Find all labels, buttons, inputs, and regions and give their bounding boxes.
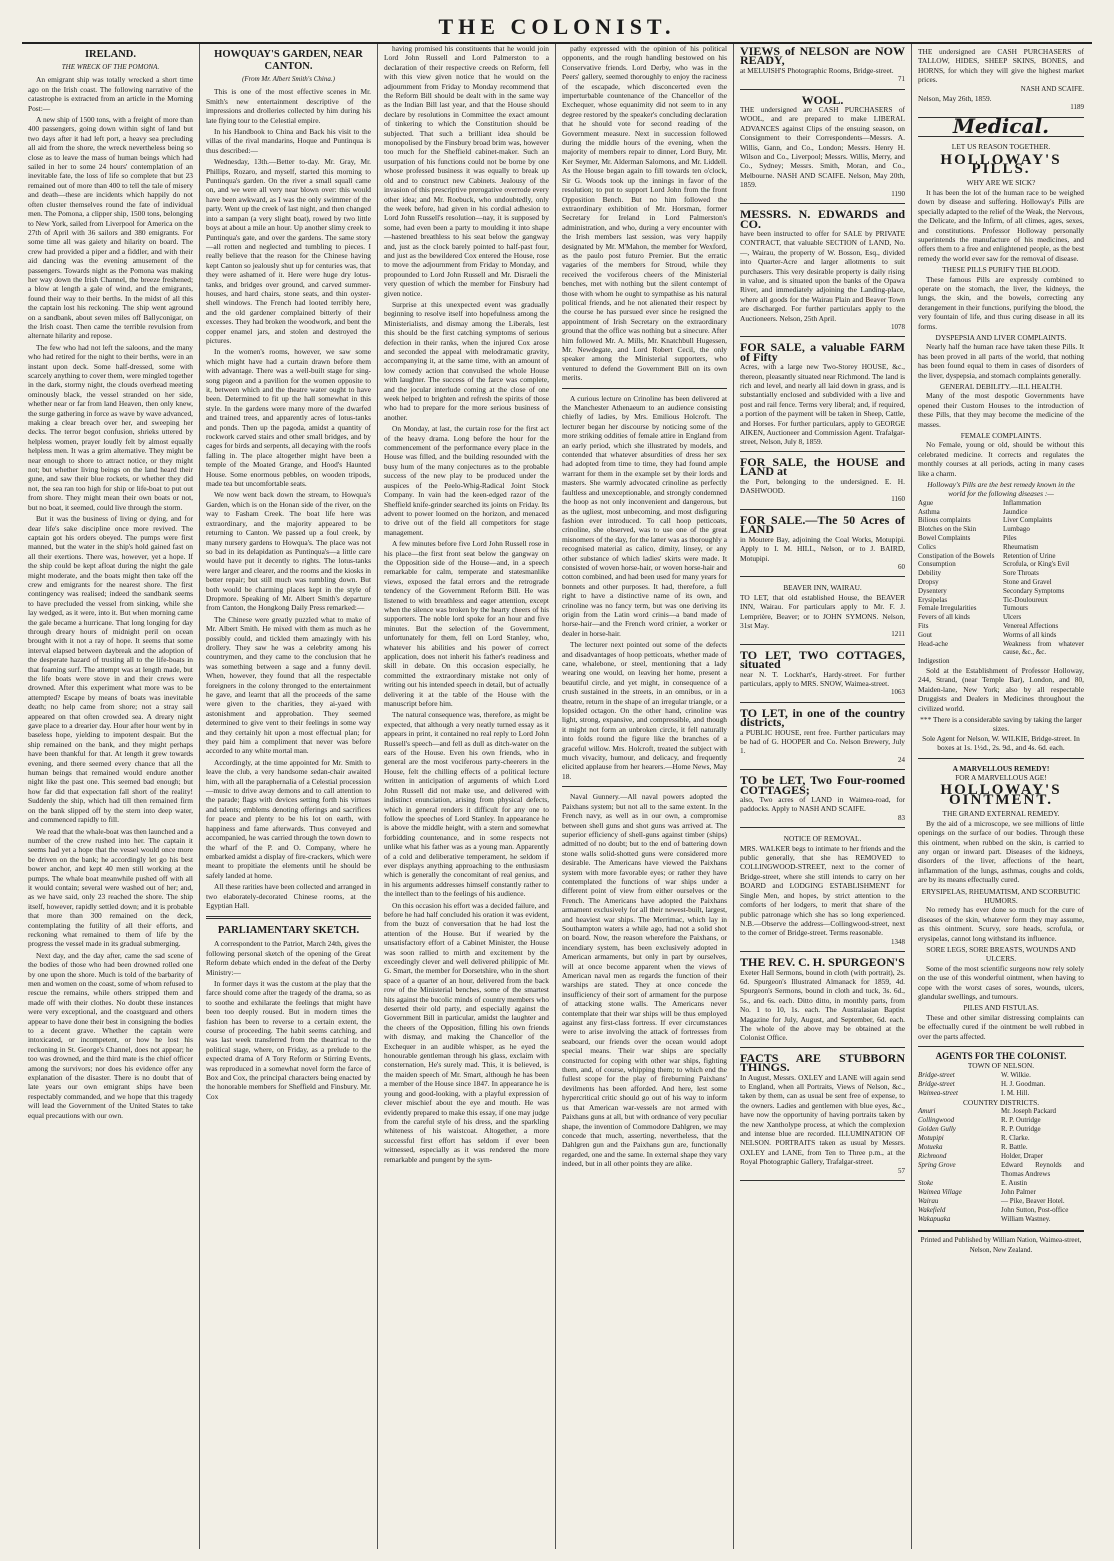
- ad-reference: 1063: [891, 688, 905, 697]
- country-agents-list: [918, 1107, 1084, 1224]
- disease-item: Piles: [1003, 534, 1017, 543]
- agents-title: AGENTS FOR THE COLONIST.: [935, 1051, 1067, 1062]
- column-6-medical: [912, 44, 1090, 1549]
- article-paragraph: pathy expressed with the opinion of his political opponents, and the rough handling bestowed on his Conservative friends. Lord Derby, who was in the Peers' gallery, seemed thoroughly to enjoy the raciness of the escapade, which disconcerted even the imperturbable countenance of the Chancellor of the Exchequer, whose equanimity did not seem to in any degree restored by the speaker's concluding declaration that he should vote for second reading of the Government measure. Next in succession followed during the middle hours of the evening, when the majority of members repair to dinner, Lord Bury, Mr. Ker Seymer, Mr. Alderman Salomons, and Mr. Liddell. As the House began again to fill towards ten o'clock, Sir G. Woods took up the innings in favor of the resolution; to put to support Lord John from the front Opposition Bench. But no him followed the extraordinary exhibition of Mr. Horsman, former Secretary for Ireland in Lord Palmerston's administration, and who, during a very encounter with the Irish members last session, was very happily designated by Mr. M'Mahon, the member for Wexford, as the paulo post futuro Premier. But the erratic vagaries of the members for Stroud, while they received the vociferous cheers of the Ministerial benches, met with nothing but the silent contempt of those with whom he ought to sympathise as his natural political friends, and he not alienated their respect by the course he has pursued ever since he resigned the appointment of Irish Secretary on the extraordinary ground that the office was nothing but a sinecure. After him followed Mr. A. Mills, Mr. Knatchbull Hugessen, Mr. Newdegate, and Lord Robert Cecil, the only speaker among the Ministerial supporters, who ventured to defend the Government Bill on its own merits.: [562, 44, 727, 383]
- ad-body: at MELUISH'S Photographic Rooms, Bridge-street.: [740, 65, 894, 75]
- why-sick-heading: WHY ARE WE SICK?: [966, 178, 1036, 188]
- agent-entry: W. Wilkie.: [1001, 1070, 1031, 1079]
- disease-item: Rheumatism: [1003, 542, 1039, 551]
- erysipelas-heading: ERYSIPELAS, RHEUMATISM, AND SCORBUTIC HUMORS.: [921, 886, 1081, 905]
- medical-section-heading: Medical.: [952, 113, 1050, 138]
- ad-headline: FOR SALE.—The 50 Acres of LAND: [740, 512, 905, 537]
- column-4: [556, 44, 734, 1549]
- ad-reference: 83: [898, 813, 905, 822]
- advertisement: [918, 44, 1084, 118]
- ad-headline: NOTICE OF REMOVAL.: [783, 834, 862, 844]
- ad-body: the Port, belonging to the undersigned. E. H. DASHWOOD.: [740, 476, 905, 496]
- marvel-heading: A MARVELLOUS REMEDY!: [952, 763, 1050, 773]
- agent-entry: Spring Grove: [918, 1161, 956, 1170]
- ad-date: Nelson, May 26th, 1859.: [918, 94, 992, 104]
- agent-entry: R. Battle.: [1001, 1143, 1028, 1152]
- disease-item: Indigestion: [918, 657, 950, 666]
- article-paragraph: A few minutes before five Lord John Russell rose in his place—the first front seat below the gangway on the Opposition side of the House—and, in a speech remarkable for calm, temperate and statesmanlike views, exposed the fatal errors and the retrograde tendency of the Government Reform Bill. He was listened to with breathless and eager attention, except when the silence was broken by the hearty cheers of his supporters. The noble lord spoke for an hour and five minutes. But the selection of the Government, unfortunately for them, fell on Lord Stanley, who, whatever his abilities and his power of correct application, does not inherit his father's readiness and skill in debate. On this occasion especially, he committed the extraordinary mistake not only of writing out his intended speech in detail, but of actually delivering it at the table of the House with the manuscript before him.: [384, 539, 549, 709]
- country-label: COUNTRY DISTRICTS.: [962, 1097, 1040, 1107]
- article-paragraph: The few who had not left the saloons, and the many who had retired for the night to their berths, were in an instant upon deck. Some half-dressed, some with scarcely anything to cover them, were mingled together in the dark, stormy night, the clouds overhead meeting ominously black, the vessel stranded on her side, whether near or far from land Heaven, then only knew, the surge gathering in force as wave by wave advanced, making a clear breach over her, and sweeping her decks. The terror begot confusion, shrieks uttered by helpless women, prayer loudly felt by almost equally helpless men. It was a grim alternative. They might be near enough to shore to attract notice, or they might not; but whether living beings on the land heard their gune, and saw their blue rockets, or whether they did not, the sea ran too high for ship or life-boat to put out from shore. They might mean their own boats or not, but no boat, it seemed, could live through the storm.: [28, 342, 193, 512]
- article-paragraph: In his Handbook to China and Back his visit to the villas of the rival mandarins, Hoque and Puntinqua is thus described:—: [206, 127, 371, 155]
- ad-reference: 1078: [891, 322, 905, 331]
- disease-item: Worms of all kinds: [1003, 630, 1057, 639]
- agent-entry: R. P. Outridge: [1001, 1125, 1041, 1134]
- disease-item: Ague: [918, 498, 934, 507]
- ad-headline: WOOL.: [801, 92, 844, 107]
- disease-item: Scrofula, or King's Evil: [1003, 560, 1070, 569]
- agent-entry: Wakefield: [918, 1206, 946, 1215]
- agent-entry: E. Austin: [1001, 1179, 1028, 1188]
- agent-entry: Edward Reynolds and Thomas Andrews: [1001, 1161, 1084, 1179]
- disease-item: Asthma: [918, 507, 940, 516]
- article-paragraph: But it was the business of living or dying, and for dear life's sake discipline once more revived. The captain got his orders obeyed. The pumps were first manned, but the water in the ship's hold gained fast on all their exertions. There was, however, yet a hope. If the ship could be kept afloat during the night the gale might moderate, and the boats might then take off the crew and emigrants for the nearest shore. The first contingency was realised; indeed the sandbank seems to have precluded the vessel from sinking, while she lay wedged, as it were, into it. But when morning came the gale became a hurricane. That long longing for day through dreary hours of midnight peril on ocean brought with it not a ray of hope. It seems that some interval elapsed between daybreak and the adoption of the desperate hazard of trusting all to the life-boats in that foaming surf. The attempt was at length made, but the life boats were stove in and their crews were drowned. After this experiment what more was to be attempted? Escape by means of boats was inevitable death; no help came from shore; not a stray sail appeared on that often crowded sea. A dreary night gave place to a drearier day. Hour after hour went by in baseless hope, yielding to impotent despair. But the ship remained on the bank, and they might perhaps have been thankful for that. At length it grew towards evening, and there seemed every chance that all the human beings that remained would endure another night like the past one. This seemed bad enough; but how far did that expectation fall short of the reality! Suddenly the ship, which had till then remained firm on the bank slipped off by the stern into deep water, and commenced rapidly to fill.: [28, 514, 193, 825]
- advertisement: [740, 1051, 905, 1181]
- article-paragraph: Some of the most scientific surgeons now rely solely on the use of this wonderful ointment, when having to cope with the worst cases of sores, wounds, ulcers, glandular swellings, and tumours.: [918, 963, 1084, 1002]
- article-paragraph: In the women's rooms, however, we saw some which might have had a curtain drawn before them with advantage. There was a well-built stage for sing-song pigeon and a pavilion for the women opposite to it, between which and the theatre water ought to have been. Determined to fit up the hall somewhat in this style. In the gardens were many more of the dwarfed and trained trees, and apparently acres of lotus-tanks and ponds. Then up the pagoda, amidst a quantity of rockwork carved stairs and other small bridges, and by cages for birds and serpents, all decaying with the roofs falling in. The place altogether might have been a temple of the Moated Grange, and Hood's Haunted House. Some enormous pebbles, on wooden tripods, made tea but uncomfortable seats.: [206, 347, 371, 489]
- column-2: [200, 44, 378, 1549]
- disease-item: Tic-Douloureux: [1003, 595, 1048, 604]
- disease-item: Stone and Gravel: [1003, 578, 1052, 587]
- section-divider: [918, 1046, 1084, 1047]
- disease-item: Sore Throats: [1003, 569, 1039, 578]
- article-paragraph: A curious lecture on Crinoline has been delivered at the Manchester Athenaeum to an audience consisting chiefly of ladies, by Mrs. Emilious Holcroft. The lecturer began her discourse by noticing some of the more striking oddities of female attire in England from an early period, which she illustrated by models, and contended that whatever absurdities of dress her sex had adopted from time to time, they had found ample warrant for them in the example set by their lords and masters. She warmly advocated crinoline as perfectly faultless and unexceptionable, and strongly condemned the hoop as not only inconvenient and dangerous, but as the ugliest, most unbecoming, and most disfiguring fashion ever introduced. To call hoop petticoats, crinoline, she observed, was to use one of the great misnomers of the day, for the latter was as thoroughly a recognised material as calico, dimity, linsey, or any other substance of which ladies' skirts were made. It consisted of woven horse-hair, or woven horse-hair and cotton combined, and had been used for many years for bonnets and other purposes. It had, therefore, a full right to have a distinctive name of its own, and crinoline was no fancy term, but was one deriving its origin from the Latin word crinis—a band made of horse-hair—and the French word crinier, a worker or dealer in horse-hair.: [562, 393, 727, 638]
- ad-headline: BEAVER INN, WAIRAU.: [783, 583, 862, 593]
- article-paragraph: The natural consequence was, therefore, as might be expected, that although a very neatly turned essay as it appears in print, it contained no real reply to Lord John Russell's speech—and fell as dull as ditch-water on the ears of the House. Even his own friends, who in general are the most vociferous party-cheerers in the House, felt the chilling effects of a political lecture written in anticipation of arguments of which Lord John Russell did not make use, and delivered with indistinct enunciation, arising from physical defects, which in general renders it difficult for any one to follow the speeches of Lord Stanley. In appearance he is above the middle height, with a stern and somewhat forbidding countenance, and in some respects not unlike what his father was as a young man. Apparently of a cold and deliberative temperament, he seldom if ever displays anything approaching to the enthusiasm which is generally the concomitant of real genius, and in his arguments addresses himself constantly rather to the intellect than to the feelings of his audience.: [384, 710, 549, 899]
- debility-heading: GENERAL DEBILITY.—ILL HEALTH.: [939, 382, 1063, 391]
- section-divider: [918, 758, 1084, 759]
- disease-item: Erysipelas: [918, 595, 948, 604]
- external-heading: THE GRAND EXTERNAL REMEDY.: [942, 809, 1060, 819]
- agent-entry: — Pike, Beaver Hotel.: [1001, 1197, 1065, 1206]
- disease-item: Venereal Affections: [1003, 622, 1059, 631]
- ad-headline: THE REV. C. H. SPURGEON'S: [740, 955, 905, 970]
- disease-item: Dropsy: [918, 578, 939, 587]
- dyspepsia-heading: DYSPEPSIA AND LIVER COMPLAINTS.: [935, 332, 1067, 342]
- reason-heading: LET US REASON TOGETHER.: [951, 142, 1051, 152]
- article-paragraph: On this occasion his effort was a decided failure, and before he had half concluded his oration it was evident, from the buzz of conversation that he had lost the attention of the House. But if wearied by the unsatisfactory effort of a Cabinet Minister, the House was soon rallied to mirth and excitement by the exceedingly clever and well delivered philippic of Mr. G. Smart, the member for Dorsetshire, who in the short space of a quarter of an hour, delivered from the back row of the Ministerial benches, some of the smartest hits against the bucolic minds of country members who deserted their old party, and especially against the Government Bill in particular, amidst the laughter and the cheers of the Opposition, filling his own friends with dismay, and making the Chancellor of the Exchequer in an audible whisper, as he eyed the honourable gentleman through his glass, exclaim with consternation, He's surely mad. This, it is believed, is the maiden speech of Mr. Smart, although he has been a member of the House since 1847. In appearance he is young and good-looking, with a playful expression of clever mischief about the eye and mouth. He was evidently prepared to make this essay, if one may judge from the careful style of his dress, and the sparkling whiteness of his waistcoat. Altogether, a more successful first effort has seldom if ever been witnessed, especially as it was rendered the more remarkable and pungent by the sym-: [384, 900, 549, 1164]
- agent-entry: Wakapuaka: [918, 1215, 951, 1224]
- ad-body: TO LET, that old established House, the BEAVER INN, Wairau. For particulars apply to Mr. F. J. Lemprière, Beaver; or to JOHN SYMONS. Nelson, 31st May.: [740, 592, 905, 630]
- advertisement: [740, 44, 905, 90]
- ad-body: Exeter Hall Sermons, bound in cloth (with portrait), 2s. 6d. Spurgeon's Illustrated Almanack for 1859, 4d. Spurgeon's Sermons, bound in cloth and tuck, 3s. 6d., 5s., and 6s. each. Ditto ditto, in monthly parts, from No. 1 to 10, 1s. each. The Australasian Baptist Magazine for July, August, and September, 6d. each. The whole of the above may be obtained at the Colonist Office.: [740, 967, 905, 1043]
- sole-agent: Sole Agent for Nelson, W. WILKIE, Bridge-street. In boxes at 1s. 1½d., 2s. 9d., and 4s. 6d. each.: [922, 733, 1080, 753]
- agent-entry: R. P. Outridge: [1001, 1116, 1041, 1125]
- agent-entry: Richmond: [918, 1152, 947, 1161]
- article-paragraph: Next day, and the day after, came the sad scene of the bodies of those who had been drowned rolled one by one upon the shore. Much is told of the barbarity of men and women on the coast, some of whom refused to rescue the remains, while others stripped them and made off with their clothes. No doubt these instances were very exceptional, and the coastguard and others appear to have done their best in consigning the bodies to a decent grave. Whether the captain were intoxicated, or incompetent, or how he lost his reckoning in St. George's Channel, does not appear; he too was drowned, and the third mate is the chief officer among the survivors; nor does his evidence offer any explanation of the disaster. There is no doubt that of late years our own emigrant ships have been respectably commanded, and we hope that this tragedy will lead the Government of the United States to take equal precautions with our own.: [28, 950, 193, 1120]
- ad-body: also, Two acres of LAND in Waimea-road, for paddocks. Apply to NASH AND SCAIFE.: [740, 795, 905, 814]
- article-paragraph: Nearly half the human race have taken these Pills. It has been proved in all parts of the world, that nothing has been found equal to them in cases of disorders of the liver, dyspepsia, and stomach complaints generally.: [918, 342, 1084, 380]
- ad-reference: 1190: [891, 189, 905, 198]
- agent-entry: Collingwood: [918, 1116, 955, 1125]
- ad-body: have been instructed to offer for SALE by PRIVATE CONTRACT, that valuable SECTION of LAND, No. —, Wairau, the property of W. Bosson, Esq., divided into Quarter-Acre and larger allotments to suit purchasers. This very desirable property is daily rising in value, and is situated upon the banks of the Opawa River, and immediately adjoining the Landing-place, where all goods for the Wairau Plain and Beaver Town are discharged. For further particulars apply to the Auctioneers. Nelson, 25th April.: [740, 228, 905, 323]
- disease-item: Jaundice: [1003, 507, 1028, 516]
- ad-signature: NASH AND SCAIFE.: [1020, 84, 1084, 93]
- article-paragraph: We read that the whale-boat was then launched and a number of the crew rushed into her. The captain it seems had yet a hope that the vessel would once more be driven on the bank; he accordingly let go his best bower anchor, and kept 40 men still working at the pumps. The whale boat meanwhile pushed off with all it would contain; several were washed out of her; and, as we have said, only 23 reached the shore. The ship itself, however, rapidly settled down; and it is probable that more than 300 remained on the deck, contemplating the futility of all their efforts, and reckoning what remained to them of life by the progress the vessel made in its gradual submerging.: [28, 826, 193, 949]
- ad-reference: 1211: [891, 630, 905, 639]
- agent-entry: R. Clarke.: [1001, 1134, 1030, 1143]
- howquay-heading: HOWQUAY'S GARDEN, NEAR CANTON.: [214, 49, 363, 72]
- parliamentary-heading: PARLIAMENTARY SKETCH.: [217, 925, 360, 937]
- disease-item: Bowel Complaints: [918, 534, 971, 543]
- article-paragraph: These and other similar distressing complaints can be effectually cured if the ointment be well rubbed in over the parts affected.: [918, 1012, 1084, 1041]
- fistulas-heading: PILES AND FISTULAS.: [963, 1003, 1039, 1013]
- section-divider: [562, 388, 727, 389]
- disease-item: Gout: [918, 630, 932, 639]
- disease-item: Retention of Urine: [1003, 551, 1056, 560]
- article-paragraph: Sold at the Establishment of Professor Holloway, 244, Strand, (near Temple Bar), London, and 80, Maiden-lane, New York; also by all respectable Druggists and Dealers in Medicines throughout the civilized world.: [918, 666, 1084, 713]
- columns: [22, 44, 1092, 1549]
- disease-item: Ulcers: [1003, 613, 1022, 622]
- agent-entry: Wairau: [918, 1197, 939, 1206]
- ad-reference: 1160: [891, 495, 905, 504]
- ad-headline: TO LET, in one of the country districts,: [740, 705, 905, 730]
- disease-item: Female Irregularities: [918, 604, 977, 613]
- ad-reference: 71: [898, 75, 905, 84]
- newspaper-title: THE COLONIST.: [438, 14, 676, 39]
- article-paragraph: An emigrant ship was totally wrecked a short time ago on the Irish coast. The following narrative of the catastrophe is extracted from an article in the Morning Post:—: [28, 75, 193, 113]
- ad-headline: MESSRS. N. EDWARDS and CO.: [740, 207, 905, 231]
- ad-headline: FOR SALE, a valuable FARM of Fifty: [740, 340, 905, 364]
- article-paragraph: Surprise at this unexpected event was gradually beginning to resolve itself into hopefulness among the Ministerialists, and dismay among the Liberals, lest this should be the first catching symptoms of serious defection in their ranks, when the injured Cox arose and seconded the appeal with melodramatic gravity, accompanying it, at the same time, with an amount of low comedy action that convulsed the whole House with laughter. The success of the farce was complete, and the jocular interlude coming at the close of one week helped to brighten and refresh the spirits of those who had to prepare for the more serious business of another.: [384, 299, 549, 422]
- agent-entry: Motueka: [918, 1143, 943, 1152]
- diseases-intro: Holloway's Pills are the best remedy known in the world for the following diseases :—: [927, 480, 1075, 499]
- column-1: [22, 44, 200, 1549]
- article-paragraph: On Monday, at last, the curtain rose for the first act of the heavy drama. Long before the hour for the commencement of the performance every place in the House was filled, and the building resounded with the busy hum of the many conjectures as to the probable success of the new play to be produced under the auspices of the Peelo-Whig-Radical Joint Stock Company. In vain had the keen-edged razor of the Sheffield knife-grinder searched its joints on Friday. Its advent to power loomed on the horizon, and menaced to drive out of the field all competitors for stage management.: [384, 424, 549, 537]
- marvel-subheading: FOR A MARVELLOUS AGE!: [955, 773, 1047, 783]
- advertisement: [740, 648, 905, 703]
- agent-entry: Waimea-street: [918, 1088, 958, 1097]
- article-paragraph: By the aid of a microscope, we see millions of little openings on the surface of our bodies. Through these this ointment, when rubbed on the skin, is carried to any organ or inward part. Diseases of the kidneys, disorders of the liver, affections of the heart, inflammation of the lungs, asthmas, coughs and colds, are by its means effectually cured.: [918, 818, 1084, 885]
- disease-item: Colics: [918, 542, 936, 551]
- agent-entry: Bridge-street: [918, 1070, 955, 1079]
- agent-entry: Stoke: [918, 1179, 934, 1188]
- advertisement: [740, 207, 905, 337]
- ad-headline: FACTS ARE STUBBORN THINGS.: [740, 1050, 905, 1075]
- agent-entry: I. M. Hill.: [1001, 1088, 1030, 1097]
- column-5-advertisements: [734, 44, 912, 1549]
- ad-body: near N. T. Lockhart's, Hardy-street. For further particulars, apply to MRS. SNOW, Waimea-street.: [740, 669, 905, 688]
- disease-item: Tumours: [1003, 604, 1029, 613]
- disease-item: Consumption: [918, 560, 956, 569]
- article-paragraph: We now went back down the stream, to Howqua's Garden, which is on the Honan side of the river, on the way to Fasham Creek. The boat life here was extraordinary, and the majority appeared to be returning to Canton. We passed up a foul creek, by many nursery gardens to Howqua's. The place was not so bad in its delapidation as Puntinqua's—a little care would have put it decently to rights. The lotus-tanks were larger and clearer, and the rooms and the kiosks in better repair; but still much was tumbling down. But both would be charming places kept in the style of Dropmore. Speaking of Mr. Albert Smith's departure from Canton, the Hongkong Daily Press remarked:—: [206, 490, 371, 613]
- advertisement: [740, 955, 905, 1048]
- agent-entry: Motupipi: [918, 1134, 944, 1143]
- disease-item: Blotches on the Skin: [918, 525, 977, 534]
- ad-reference: 1189: [1070, 103, 1084, 112]
- ad-reference: 24: [898, 755, 905, 764]
- article-paragraph: It has been the lot of the human race to be weighed down by disease and suffering. Holloway's Pills are specially adapted to the relief of the Weak, the Nervous, the Delicate, and the Infirm, of all climes, ages, sexes, and constitutions. Professor Holloway personally superintends the manufacture of his medicines, and offers them to a free and enlightened people, as the best remedy the world ever saw for the removal of disease.: [918, 187, 1084, 263]
- disease-item: [1003, 657, 1084, 666]
- disease-item: Dysentery: [918, 586, 947, 595]
- article-paragraph: These famous Pills are expressly combined to operate on the stomach, the liver, the kidneys, the lungs, the skin, and the bowels, correcting any derangement in their functions, purifying the blood, the very fountain of life, and thus curing disease in all its forms.: [918, 274, 1084, 331]
- agent-entry: H. J. Goodman.: [1001, 1079, 1046, 1088]
- ad-headline: VIEWS of NELSON are NOW READY,: [740, 44, 905, 68]
- imprint: Printed and Published by William Nation, Waimea-street, Nelson, New Zealand.: [918, 1230, 1084, 1255]
- section-divider: [562, 786, 727, 787]
- agent-entry: Mr. Joseph Packard: [1001, 1107, 1057, 1116]
- article-paragraph: No Female, young or old, should be without this celebrated medicine. It corrects and regulates the monthly courses at all periods, acting in many cases like a charm.: [918, 440, 1084, 478]
- town-label: TOWN OF NELSON.: [967, 1061, 1035, 1071]
- article-paragraph: Wednesday, 13th.—Better to-day. Mr. Gray, Mr. Phillips, Rozaro, and myself, started this morning to Puntinqua's garden. On the river a small squall came on, and we were all very near blown over: this would have been awkward, as I was the only swimmer of the party. Went up the creek of last night, and then changed into a sampan (a very slight boat), rowed by two little boys at about a mile an hour. Up another slimy creek to Puntinqua's gate, and over the gardens. The same story—all rotten and neglected and tumbling to pieces. I really believe that the reason for the Chinese having kept Canton so jealously shut up for centuries was, that they were ashamed of it. Here were huge dry lotus-tanks, and bridges over ground, and carved summer-houses, and hard chairs, stone seats, and thin oyster-shell windows. The French had looted terribly here, and the old gardener complained bitterly of their excesses. They had broken the woodwork, and bent the copper enamel jars, and stolen and destroyed the pictures.: [206, 157, 371, 345]
- sores-heading: SORE LEGS, SORE BREASTS, WOUNDS AND ULCERS.: [926, 944, 1076, 964]
- advertisement: [740, 340, 905, 451]
- article-paragraph: In former days it was the custom at the play that the farce should come after the tragedy of the drama, so as to soothe and exhilarate the feelings that might have been too deeply roused. But in modern times the fashion has been to reverse to a certain extent, the course of proceeding. The habit seems catching, and was last week transferred from the theatrical to the political stage, where, on Friday, as a prelude to the expected drama of A Tory Reform or Stirring Events, was reproduced in a somewhat novel form the farce of Box and Cox, the principal characters being enacted by the honorable members for Sheffield and Finsbury. Mr. Cox: [206, 978, 371, 1101]
- town-agents-list: [918, 1071, 1084, 1098]
- female-heading: FEMALE COMPLAINTS.: [960, 431, 1042, 441]
- advertisement: [740, 773, 905, 828]
- advertisement: [740, 93, 905, 204]
- advertisement: [740, 831, 905, 952]
- disease-item: Liver Complaints: [1003, 516, 1053, 525]
- ointment-title: HOLLOWAY'S OINTMENT.: [940, 782, 1062, 808]
- pills-title: HOLLOWAY'S PILLS.: [940, 151, 1062, 178]
- howquay-subheading: (From Mr. Albert Smith's China.): [242, 75, 335, 83]
- article-paragraph: All these rarities have been collected and arranged in two elaborately-decorated Chinese rooms, at the Egyptian Hall.: [206, 882, 371, 910]
- disease-item: Constipation of the Bowels: [918, 551, 995, 560]
- disease-item: Fits: [918, 622, 929, 631]
- disease-item: Debility: [918, 569, 941, 578]
- ad-reference: 60: [898, 562, 905, 571]
- agent-entry: Amuri: [918, 1107, 936, 1116]
- agent-entry: John Sutton, Post-office: [1001, 1206, 1069, 1215]
- ad-headline: TO LET, TWO COTTAGES, situated: [740, 647, 905, 672]
- agent-entry: William Wastney.: [1001, 1215, 1051, 1224]
- ad-body: in Moutere Bay, adjoining the Coal Works, Motupipi. Apply to I. M. HILL, Nelson, or to J. BAIRD, Motupipi.: [740, 534, 905, 563]
- ad-reference: 1348: [891, 937, 905, 946]
- article-paragraph: This is one of the most effective scenes in Mr. Smith's new entertainment descriptive of the impressions and drolleries collected by him during his late flying tour to the Celestial empire.: [206, 87, 371, 125]
- agent-entry: Holder, Draper: [1001, 1152, 1044, 1161]
- article-paragraph: Many of the most despotic Governments have opened their Custom Houses to the introduction of these Pills, that they may become the medicine of the masses.: [918, 391, 1084, 429]
- purify-heading: THESE PILLS PURIFY THE BLOOD.: [942, 265, 1060, 275]
- ad-reference: 57: [898, 1166, 905, 1175]
- agent-entry: Waimea Village: [918, 1188, 962, 1197]
- ad-body: Acres, with a large new Two-Storey HOUSE, &c., thereon, pleasantly situated near Richmond. The land is rich and level, and nearly all laid down in grass, and is substantially enclosed and subdivided with a live and post and rail fence. Terms very liberal; and, if required, a portion of the payment will be taken in Sheep, Cattle, and Horses. For further particulars, apply to GEORGE AIKEN, Auctioneer and Commission Agent. Trafalgar-street, Nelson, July 8, 1859.: [740, 362, 905, 447]
- article-paragraph: Accordingly, at the time appointed for Mr. Smith to leave the club, a very handsome sedan-chair awaited him, with all the paraphernalia of a Celestial procession—music to drive away demons and to call attention to the parade; flags with devices setting forth his virtues and talents; emblems denoting offerings and sacrifices for peace and plenty to be his lot on earth, with happiness and fame afterwards. Thus conveyed and accompanied, he was carried through the town down to the wharf of the P. and O. Company, where he embarked amidst a display of fire-crackers, which were meant to propitiate the elements until he should be safely landed at home.: [206, 757, 371, 880]
- disease-item: Fevers of all kinds: [918, 613, 970, 622]
- ad-body: THE undersigned are CASH PURCHASERS of TALLOW, HIDES, SHEEP SKINS, BONES, and HORNS, for which they will give the highest market prices.: [918, 47, 1084, 85]
- section-divider: [206, 916, 371, 919]
- disease-item: Weakness from whatever cause, &c., &c.: [1003, 639, 1084, 657]
- disease-item: Secondary Symptoms: [1003, 586, 1065, 595]
- ad-headline: FOR SALE, the HOUSE and LAND at: [740, 454, 905, 479]
- ad-body: THE undersigned are CASH PURCHASERS of WOOL, and are prepared to make LIBERAL ADVANCES against Clips of the ensuing season, on Consignment to their Correspondents—Messrs. A. Willis, Gann, and Co., London; Messrs. Henry H. Wilson and Co., Liverpool; Messrs. Willis, Merry, and Co., Sydney; Messrs. Smith, Moran, and Co., Melbourne. NASH AND SCAIFE. Nelson, May 20th, 1859.: [740, 105, 905, 190]
- agent-entry: Bridge-street: [918, 1079, 955, 1088]
- advertisement: [740, 513, 905, 577]
- advertisement: [740, 455, 905, 510]
- agent-entry: John Palmer: [1001, 1188, 1036, 1197]
- ireland-heading: IRELAND.: [84, 49, 137, 60]
- masthead: [22, 8, 1092, 44]
- article-paragraph: A new ship of 1500 tons, with a freight of more than 400 passengers, going down within sight of land but two days after it had left port, a heavy sea precluding all aid from the shore, the wreck nevertheless being so close as to leave the mass of human beings which had sailed in her to some 24 hours' contemplation of an inevitable fate, the loss of life so complete that but 23 remained out of more than 400 to tell the tale of misery and death—these are incidents which happily do not often cluster themselves round the fate of individual men. The Pomona, a clipper ship, 1500 tons, belonging to New York, sailed from Liverpool for America on the 27th of April with 36 sailors and 380 emigrants. For some time all was gaiety and hilarity on board. The crew had provided a piper and a fiddler, and with their aid dancing was the evening amusement of the passengers. Towards night as the Pomona was making her way down the Irish Channel, the breeze freshened; a blow at length a gale of wind, and the emigrants, found their way to their berths. In the midst of all this the captain lost his reckoning. The ship went aground on a sandbank, about seven miles off Ballyconigar, on the Irish coast. Then came the terrible revulsion from alternate hilarity and repose.: [28, 115, 193, 341]
- advertisement: [740, 580, 905, 644]
- ad-body: In August, Messrs. OXLEY and LANE will again send to England, when all Portraits, Views of Nelson, &c., taken by them, can as usual be sent free of expense, to the owners. Ladies and gentlemen with blue eyes, &c., have now the opportunity of having portraits taken by the new Xantholype process, at which the complexion and intense blue are recorded. ILLUMINATION OF NELSON. PORTRAITS taken as usual by Messrs. OXLEY and LANE, from Ten to Three p.m., at the Royal Photographic Gallery, Trafalgar-street.: [740, 1072, 905, 1167]
- ad-body: a PUBLIC HOUSE, rent free. Further particulars may be had of G. HOOPER and Co. Nelson Brewery, July 1.: [740, 727, 905, 756]
- ireland-subheading: THE WRECK OF THE POMONA.: [61, 63, 160, 71]
- disease-item: Inflammation: [1003, 498, 1042, 507]
- column-3: [378, 44, 556, 1549]
- saving-note: *** There is a considerable saving by taking the larger sizes.: [920, 715, 1082, 734]
- disease-item: Head-ache: [918, 639, 948, 648]
- article-paragraph: No remedy has ever done so much for the cure of diseases of the skin, whatever form they may assume, as this ointment. Scurvy, sore heads, scrofula, or erysipelas, cannot long withstand its influence.: [918, 905, 1084, 943]
- advertisement: [740, 706, 905, 770]
- article-paragraph: The Chinese were greatly puzzled what to make of Mr. Albert Smith. He mixed with them as much as he possibly could, and tickled them amazingly with his drollery. They saw he was a celebrity among his countrymen, and they came to the conclusion that he was something between a sage and a funny devil. When, however, they found that all the respectable foreigners in the colony thronged to the entertainment he gave, and learnt that all the proceeds of the same were given to the charities, they ai-yaed with astonishment and approbation. They seemed determined to give vent to their feelings in some way and they certainly hit upon a most effectual plan; for they paid him a compliment that never was before accorded to any white mortal man.: [206, 614, 371, 756]
- article-paragraph: A correspondent to the Patriot, March 24th, gives the following personal sketch of the opening of the Great Reform debate which ended in the defeat of the Derby Ministry:—: [206, 939, 371, 977]
- article-paragraph: The lecturer next pointed out some of the defects and disadvantages of hoop petticoats, whether made of cane, whalebone, or steel, mentioning that a lady wearing one would, on leaving her home, present a beautiful circle, and yet might, in consequence of a crush sustained in the streets, in an omnibus, or in a theatre, return in the shape of an irregular triangle, or a lopsided octagon. On the other hand, crinoline was light, strong, expansive, and compressible, and though it might not form an unbroken circle, it fell naturally into folds round the figure like the branches of a graceful willow. Mrs. Holcroft, treated the subject with much vivacity, humour, and delicacy, and frequently elicited applause from her hearers.—Home News, May 18.: [562, 640, 727, 781]
- disease-item: Bilious complaints: [918, 516, 971, 525]
- disease-item: Lumbago: [1003, 525, 1030, 534]
- ad-body: MRS. WALKER begs to intimate to her friends and the public generally, that she has REMOVED to COLLINGWOOD-STREET, next to the corner of Bridge-street, where she still intends to carry on her BOARD and LODGING ESTABLISHMENT for Single Men, and hopes, by strict attention to the comforts of her lodgers, to merit that share of the public patronage which she has so long experienced. N.B.—Observe the address—Collingwood-street, next to the corner of Bridge-street. Terms reasonable.: [740, 843, 905, 938]
- diseases-list: [918, 499, 1084, 666]
- article-paragraph: having promised his constituents that he would join Lord John Russell and Lord Palmerston to a declaration of their respective creeds on Reform, fell with this view given notice that he would on the adjournment from Friday to Monday recommend that the Reform Bill should be dealt with in the same way as the Indian Bill last year, and that the House should declare by resolutions in Committee the exact amount of tinkering to which the Constitution should be subjected. That such a brilliant idea should be monopolised by the Finsbury broad brim was, however too much for the Sheffield cabinet-maker. Such an usurpation of his functions could not be borne by one whose professed business it was equally to break up old and to construct new Cabinets. Jealousy of the invasion of this prescriptive prerogative overrode every other idea; and Mr. Roebuck, who undoubtedly, only the week before, had given in his cordial adhesion to Lord John Russell's resolution—nay, it is supposed by some, had even been a party to moulding it into shape—hastened breathless to his seat below the gangway and, just as the clock barely pointed to half-past four, and just as the bewildered Cox entered the House, rose to move the adjournment from Friday to Monday, and propounded to Lord John Russell and Mr. Disraeli the very question of which the member for Finsbury had given notice.: [384, 44, 549, 298]
- article-paragraph: Naval Gunnery.—All naval powers adopted the Paixhans system; but not all to the same extent. In the French navy, as well as in our own, a compromise between shell guns and shot guns was arrived at. The superior efficiency of shell-guns against timber (ships) admitted of no doubt; but to the end of battering down stone walls solid-shotted guns were considered more desirable. The Americans have viewed the Paixhans system with more favorable eyes; or rather they have contemplated the functions of war ships under a different point of view from either ourselves or the French. The Americans have adopted the Paixhans armament exclusively for all their newest-built, largest, and heaviest war ships. The Merrimac, which lay in Southampton waters a while ago, had not a solid shot on board. Now, the reason wherefore the Paixhans, or incendiary system, has been exclusively adopted in American armaments, but only in part by ourselves, will at once become apparent when the views of American naval men as regards the function of their warships are stated. They at once concede the insufficiency of their sort of armament for the purpose of attacking stone walls. The Americans never contemplate that their war ships will be thus employed against any first-class fortress. If ever circumstances were to arise involving the attack of fortresses from seaboard, our friends over the ocean would adopt special means. Their war ships are specially constructed for coping with other war ships, fighting them, and, of course, whipping them; to which end the fullest scope for the play of fireburning Paixhans' devilments has been afforded. And here, lest some hypercritical critic should go out of his way to inform us that American war-vessels are not armed with Paixhans guns at all, but with ordnance of very peculiar shape, the invention of Commodore Dahlgren, we may concede that much, asserting, nevertheless, that the Dahlgren gun and the Paixhans gun are, functionally regarded, one and the same. In external shape they vary indeed, but in all other points they are alike.: [562, 792, 727, 1169]
- agent-entry: Golden Gully: [918, 1125, 956, 1134]
- ad-headline: TO be LET, Two Four-roomed COTTAGES;: [740, 773, 905, 797]
